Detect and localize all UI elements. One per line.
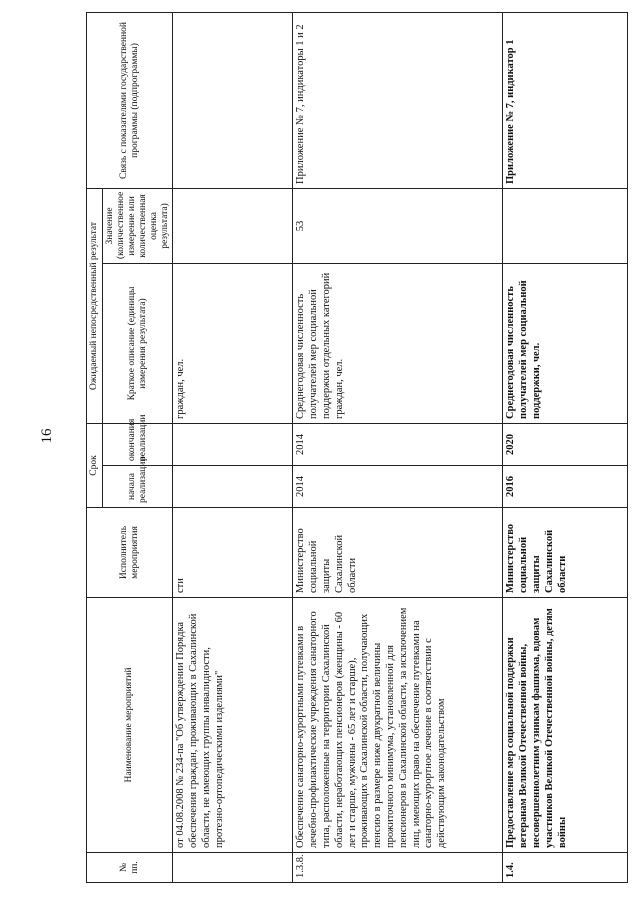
- row-value: [173, 188, 293, 263]
- row-name: от 04.08.2008 № 234-па "Об утверждении Порядка обеспечения граждан, проживающих в Сахалинской области, не имеющих группы инвалидности, протезно-ортопедическими изделиями": [173, 598, 293, 853]
- measures-table: [86, 12, 628, 883]
- header-term-end: окончания реализации: [102, 423, 173, 465]
- row-link: Приложение № 7, индикаторы 1 и 2: [293, 12, 503, 188]
- header-term-start: начала реализации: [102, 466, 173, 508]
- row-num: 1.3.8.: [293, 853, 503, 883]
- table-row: [293, 12, 503, 882]
- row-link: Приложение № 7, индикатор 1: [503, 12, 628, 188]
- row-executor: сти: [173, 508, 293, 598]
- header-result-value: Значение (количественное измерение или количественная оценка результата): [102, 188, 173, 263]
- header-row-1: [87, 12, 103, 882]
- header-term: Срок: [87, 423, 103, 507]
- row-end: [173, 423, 293, 465]
- row-value: 53: [293, 188, 503, 263]
- header-link: Связь с показателями государственной программы (подпрограммы): [87, 12, 173, 188]
- row-executor: Министерство социальной защиты Сахалинской области: [503, 508, 628, 598]
- header-name: Наименование мероприятий: [87, 598, 173, 853]
- row-start: 2016: [503, 466, 628, 508]
- header-executor: Исполнитель мероприятия: [87, 508, 173, 598]
- row-desc: Среднегодовая численность получателей мер социальной поддержки отдельных категорий граждан, чел.: [293, 263, 503, 423]
- row-num: [173, 853, 293, 883]
- row-num: 1.4.: [503, 853, 628, 883]
- table-row: [503, 12, 628, 882]
- header-result: Ожидаемый непосредственный результат: [87, 188, 103, 423]
- row-value: [503, 188, 628, 263]
- row-desc: Среднегодовая численность получателей мер социальной поддержки, чел.: [503, 263, 628, 423]
- row-start: 2014: [293, 466, 503, 508]
- rotated-table-wrapper: [86, 13, 606, 883]
- header-result-desc: Краткое описание (единицы измерения результата): [102, 263, 173, 423]
- table-row: [173, 12, 293, 882]
- page-number: 16: [39, 428, 55, 444]
- header-num: № пп.: [87, 853, 173, 883]
- row-desc: граждан, чел.: [173, 263, 293, 423]
- row-name: Предоставление мер социальной поддержки ветеранам Великой Отечественной войны, несовершеннолетним узникам фашизма, вдовам участников Великой Отечественной войны, детям войны: [503, 598, 628, 853]
- row-name: Обеспечение санаторно-курортными путевками в лечебно-профилактические учреждения санаторного типа, расположенные на территории Сахалинской области, неработающих пенсионеров (женщины - 60 лет и старше, мужчины - 65 лет и старше), проживающих в Сахалинской области, получающих пенсию в размере ниже двукратной величины прожиточного минимума, установленной для пенсионеров в Сахалинской области, за исключением лиц, имеющих право на обеспечение путевками на санаторно-курортное лечение в соответствии с действующим законодательством: [293, 598, 503, 853]
- row-end: 2020: [503, 423, 628, 465]
- row-link: [173, 12, 293, 188]
- row-end: 2014: [293, 423, 503, 465]
- row-executor: Министерство социальной защиты Сахалинской области: [293, 508, 503, 598]
- row-start: [173, 466, 293, 508]
